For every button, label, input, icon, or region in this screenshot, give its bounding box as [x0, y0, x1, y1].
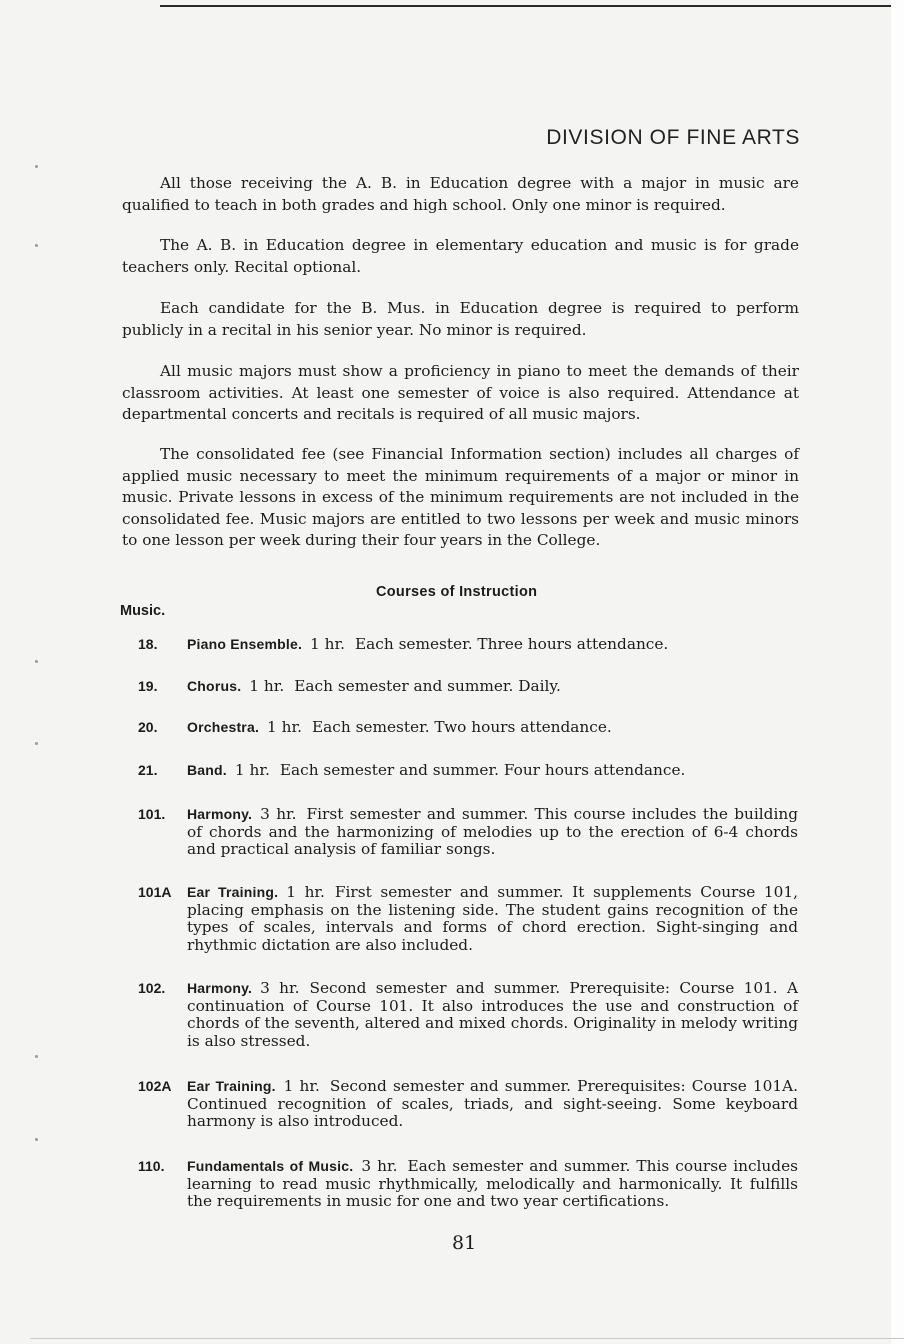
course-hours: 1 hr.: [310, 635, 345, 653]
course-description: Each semester. Two hours attendance.: [312, 718, 612, 736]
course-description: Each semester. Three hours attendance.: [355, 635, 669, 653]
course-entry: [138, 980, 798, 1050]
page-number: 81: [452, 1232, 477, 1254]
course-number: 110.: [138, 1158, 165, 1174]
subject-heading-music: Music.: [120, 603, 166, 619]
paragraph-ab-elementary-education: The A. B. in Education degree in elementary education and music is for grade teachers only. Recital optional.: [122, 236, 799, 276]
courses-section-title: Courses of Instruction: [376, 584, 538, 600]
course-title: Orchestra.: [187, 719, 260, 735]
course-description: First semester and summer. It supplements Course 101, placing emphasis on the listening side. The student gains recognition of the types of scales, intervals and forms of chord erection. Sight-singing and rhythmic dictation are also included.: [187, 883, 798, 954]
course-description: Each semester and summer. Four hours attendance.: [279, 761, 686, 779]
course-description: First semester and summer. This course includes the building of chords and the harmonizing of melodies up to the erection of 6-4 chords and practical analysis of familiar songs.: [187, 805, 798, 858]
course-entry: [138, 636, 798, 654]
paragraph-bmus-recital: Each candidate for the B. Mus. in Education degree is required to perform publicly in a recital in his senior year. No minor is required.: [122, 299, 799, 339]
course-title: Ear Training.: [187, 1078, 276, 1094]
course-number: 101.: [138, 806, 166, 822]
course-hours: 3 hr.: [260, 805, 297, 823]
course-title: Fundamentals of Music.: [187, 1158, 354, 1174]
course-number: 101A: [138, 884, 172, 900]
course-hours: 3 hr.: [361, 1157, 398, 1175]
top-rule: [160, 5, 892, 7]
binding-hole-mark: [35, 1138, 38, 1141]
course-title: Ear Training.: [187, 884, 279, 900]
course-entry: [138, 1158, 798, 1211]
course-number: 18.: [138, 636, 158, 652]
course-entry: [138, 678, 798, 696]
course-hours: 1 hr.: [234, 761, 270, 779]
binding-hole-mark: [35, 244, 38, 247]
course-description: Each semester and summer. This course includes learning to read music rhythmically, melodically and harmonically. It fulfills the requirements in music for one and two year certifications.: [187, 1157, 798, 1210]
course-title: Piano Ensemble.: [187, 636, 303, 652]
course-hours: 1 hr.: [249, 677, 285, 695]
course-hours: 3 hr.: [260, 979, 300, 997]
course-title: Chorus.: [187, 678, 242, 694]
course-entry: [138, 719, 798, 737]
course-entry: [138, 762, 798, 780]
course-hours: 1 hr.: [267, 718, 302, 736]
course-description: Each semester and summer. Daily.: [294, 677, 561, 695]
binding-hole-mark: [35, 1055, 38, 1058]
binding-hole-mark: [35, 165, 38, 168]
course-hours: 1 hr.: [286, 883, 325, 901]
right-margin-edge: [891, 0, 904, 1344]
course-number: 102A: [138, 1078, 172, 1094]
course-hours: 1 hr.: [283, 1077, 320, 1095]
course-entry: [138, 1078, 798, 1131]
course-number: 20.: [138, 719, 158, 735]
binding-hole-mark: [35, 742, 38, 745]
paragraph-ab-education-music-major: All those receiving the A. B. in Education degree with a major in music are qualified to teach in both grades and high school. Only one minor is required.: [122, 174, 799, 214]
course-description: Second semester and summer. Prerequisite: Course 101. A continuation of Course 101. It also introduces the use and construction of chords of the seventh, altered and mixed chords. Originality in melody writing is also stressed.: [187, 979, 798, 1050]
course-number: 19.: [138, 678, 158, 694]
division-header: DIVISION OF FINE ARTS: [546, 126, 800, 149]
course-entry: [138, 806, 798, 859]
paragraph-consolidated-fee: The consolidated fee (see Financial Information section) includes all charges of applied music necessary to meet the minimum requirements of a major or minor in music. Private lessons in excess of the minimum requirements are not included in the consolidated fee. Music majors are entitled to two lessons per week and music minors to one lesson per week during their four years in the College.: [122, 445, 799, 549]
course-description: Second semester and summer. Prerequisites: Course 101A. Continued recognition of scales, triads, and sight-seeing. Some keyboard harmony is also introduced.: [187, 1077, 798, 1130]
course-entry: [138, 884, 798, 954]
course-number: 21.: [138, 762, 158, 778]
course-number: 102.: [138, 980, 166, 996]
paragraph-music-majors-requirements: All music majors must show a proficiency in piano to meet the demands of their classroom activities. At least one semester of voice is also required. Attendance at departmental concerts and recitals is required of all music majors.: [122, 362, 799, 423]
course-title: Harmony.: [187, 980, 253, 996]
binding-hole-mark: [35, 660, 38, 663]
course-title: Harmony.: [187, 806, 253, 822]
course-title: Band.: [187, 762, 227, 778]
bottom-edge: [30, 1338, 904, 1339]
